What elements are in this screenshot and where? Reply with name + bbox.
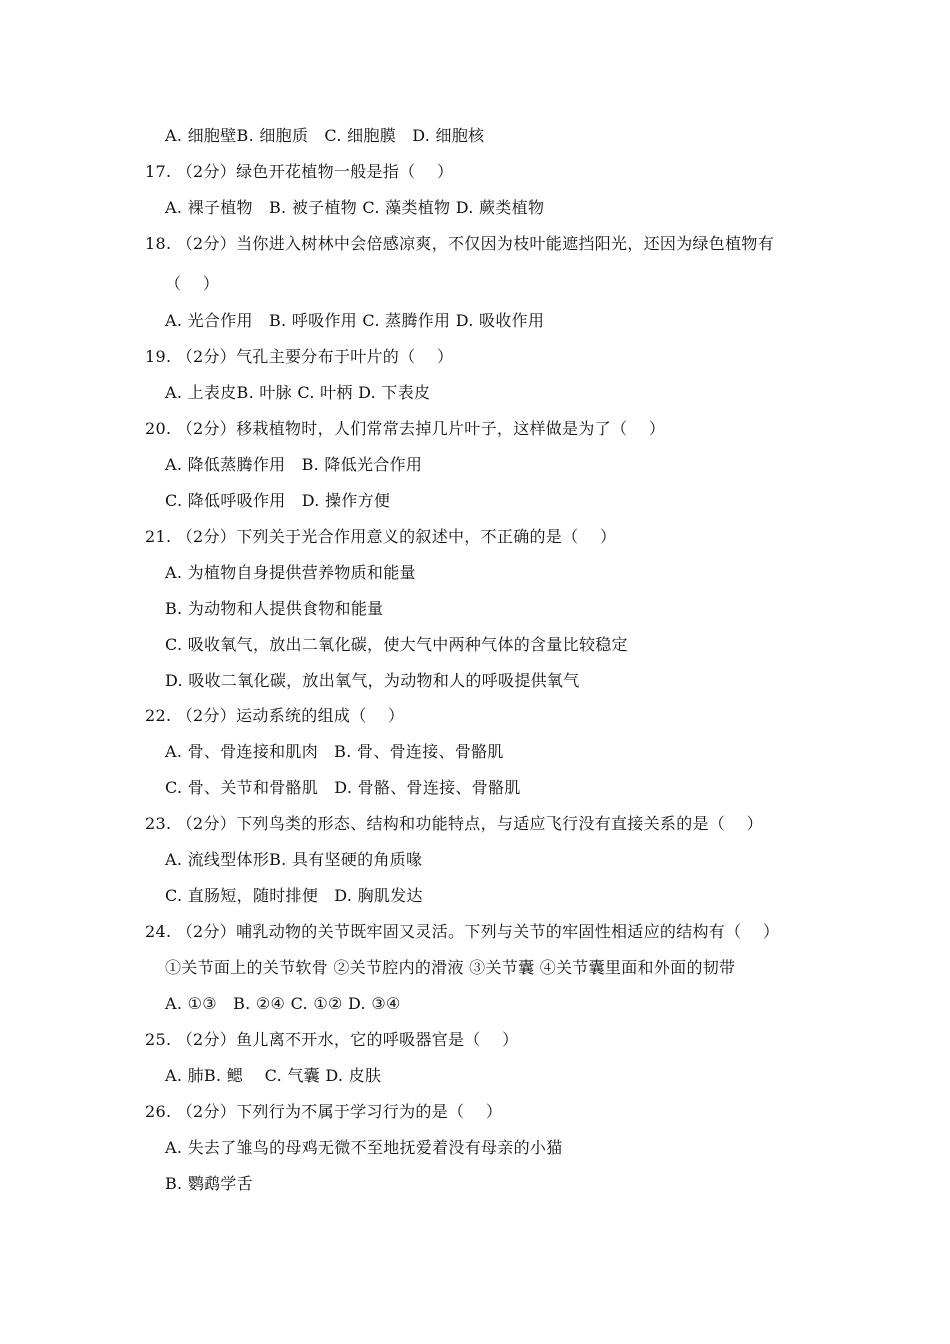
- q22-question: 22. （2分）运动系统的组成（ ）: [145, 706, 405, 725]
- q25-options: A. 肺B. 鳃 C. 气囊 D. 皮肤: [165, 1066, 382, 1085]
- q23-options-cd: C. 直肠短，随时排便 D. 胸肌发达: [165, 886, 423, 905]
- q18-question: 18. （2分）当你进入树林中会倍感凉爽，不仅因为枝叶能遮挡阳光，还因为绿色植物有: [145, 234, 775, 253]
- q22-options-ab: A. 骨、骨连接和肌肉 B. 骨、骨连接、骨骼肌: [165, 742, 504, 761]
- q21-option-c: C. 吸收氧气，放出二氧化碳，使大气中两种气体的含量比较稳定: [165, 635, 628, 654]
- q24-question: 24. （2分）哺乳动物的关节既牢固又灵活。下列与关节的牢固性相适应的结构有（ ）: [145, 922, 780, 941]
- q21-question: 21. （2分）下列关于光合作用意义的叙述中，不正确的是（ ）: [145, 527, 617, 546]
- q26-option-b: B. 鹦鹉学舌: [165, 1174, 254, 1193]
- q19-question: 19. （2分）气孔主要分布于叶片的（ ）: [145, 347, 454, 366]
- q16-options: A. 细胞壁B. 细胞质 C. 细胞膜 D. 细胞核: [165, 126, 485, 145]
- q21-option-b: B. 为动物和人提供食物和能量: [165, 599, 384, 618]
- q18-options: A. 光合作用 B. 呼吸作用 C. 蒸腾作用 D. 吸收作用: [165, 311, 545, 330]
- q22-options-cd: C. 骨、关节和骨骼肌 D. 骨骼、骨连接、骨骼肌: [165, 778, 521, 797]
- q24-statements: ①关节面上的关节软骨 ②关节腔内的滑液 ③关节囊 ④关节囊里面和外面的韧带: [165, 958, 736, 977]
- q17-question: 17. （2分）绿色开花植物一般是指（ ）: [145, 162, 454, 181]
- q26-question: 26. （2分）下列行为不属于学习行为的是（ ）: [145, 1102, 503, 1121]
- q25-question: 25. （2分）鱼儿离不开水，它的呼吸器官是（ ）: [145, 1030, 519, 1049]
- q21-option-d: D. 吸收二氧化碳，放出氧气，为动物和人的呼吸提供氧气: [165, 671, 580, 690]
- q23-options-ab: A. 流线型体形B. 具有坚硬的角质喙: [165, 850, 423, 869]
- q18-blank: （ ）: [165, 274, 220, 293]
- q24-options: A. ①③ B. ②④ C. ①② D. ③④: [165, 994, 401, 1013]
- q23-question: 23. （2分）下列鸟类的形态、结构和功能特点，与适应飞行没有直接关系的是（ ）: [145, 814, 763, 833]
- q21-option-a: A. 为植物自身提供营养物质和能量: [165, 563, 416, 582]
- q19-options: A. 上表皮B. 叶脉 C. 叶柄 D. 下表皮: [165, 383, 431, 402]
- q26-option-a: A. 失去了雏鸟的母鸡无微不至地抚爱着没有母亲的小猫: [165, 1138, 563, 1157]
- q20-question: 20. （2分）移栽植物时，人们常常去掉几片叶子，这样做是为了（ ）: [145, 419, 666, 438]
- q17-options: A. 裸子植物 B. 被子植物 C. 藻类植物 D. 蕨类植物: [165, 198, 545, 217]
- q20-options-cd: C. 降低呼吸作用 D. 操作方便: [165, 491, 391, 510]
- q20-options-ab: A. 降低蒸腾作用 B. 降低光合作用: [165, 455, 423, 474]
